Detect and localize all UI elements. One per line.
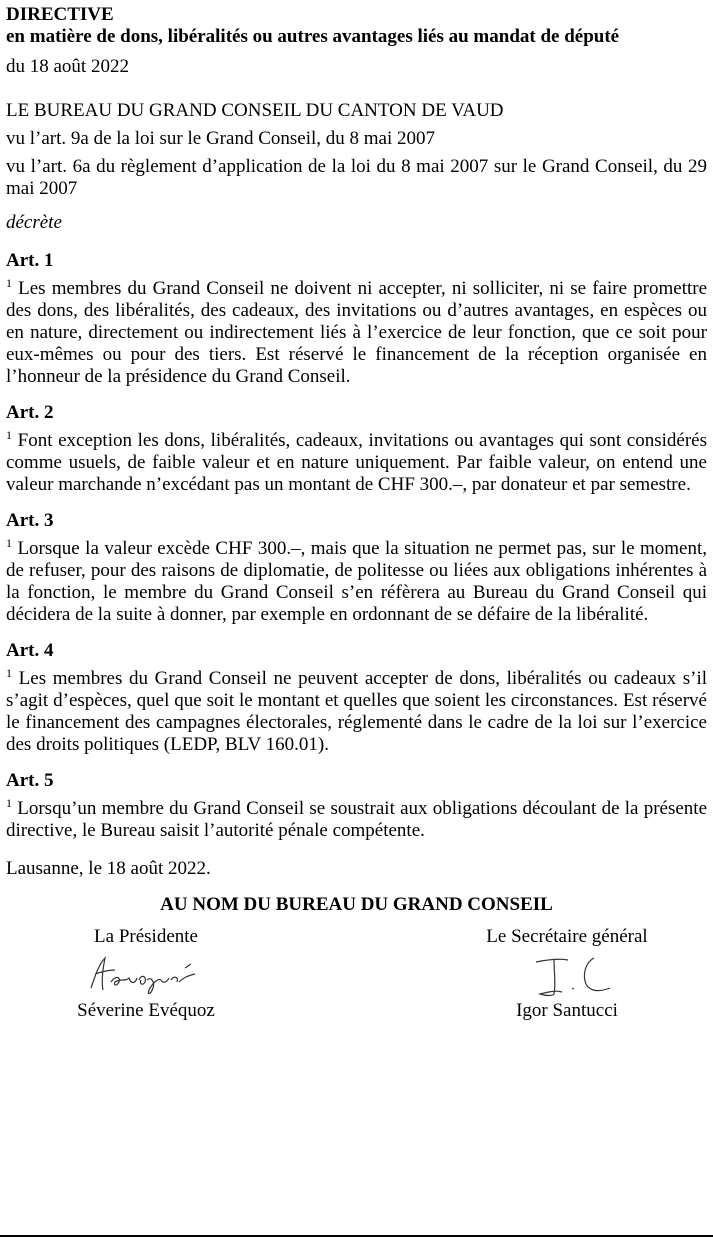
article-heading: Art. 1 <box>6 250 54 271</box>
article-heading: Art. 4 <box>6 640 54 661</box>
paragraph-number: 1 <box>6 428 12 442</box>
article-text: Lorsque la valeur excède CHF 300.–, mais que la situation ne permet pas, sur le moment, de refuser, pour des raisons de diplomatie, de politesse ou liées aux obligations inhérentes à la fonction, le membre du Grand Conseil s’en réfèrera au Bureau du Grand Conseil qui décidera de la suite à donner, par exemple en ordonnant de se défaire de la libéralité. <box>6 538 708 625</box>
article-body <box>6 798 707 842</box>
secretary-role: Le Secrétaire général <box>486 926 648 947</box>
article-body <box>6 668 707 756</box>
article-body <box>6 430 707 496</box>
president-signature <box>81 948 211 1000</box>
bottom-rule <box>0 1235 713 1237</box>
paragraph-number: 1 <box>6 276 12 290</box>
document-date: du 18 août 2022 <box>6 56 129 77</box>
article-text: Les membres du Grand Conseil ne doivent ni accepter, ni solliciter, ni se faire promettre des dons, des libéralités, des cadeaux, des invitations ou d’autres avantages, en espèces ou en nature, directement ou indirectement liés à l’exercice de leur fonction, que ce soit pour eux-mêmes ou pour des tiers. Est réservé le financement de la réception organisée en l’honneur de la présidence du Grand Conseil. <box>6 278 708 387</box>
article-body <box>6 538 707 626</box>
article-heading: Art. 3 <box>6 510 54 531</box>
signature-block <box>6 926 707 1022</box>
paragraph-number: 1 <box>6 536 12 550</box>
article-text: Lorsqu’un membre du Grand Conseil se soustrait aux obligations découlant de la présente directive, le Bureau saisit l’autorité pénale compétente. <box>6 798 707 841</box>
president-name: Séverine Evéquoz <box>77 1000 215 1021</box>
article-text: Font exception les dons, libéralités, cadeaux, invitations ou avantages qui sont considérés comme usuels, de faible valeur et en nature uniquement. Par faible valeur, on entend une valeur marchande n’excédant pas un montant de CHF 300.–, par donateur et par semestre. <box>6 430 708 495</box>
on-behalf-heading: AU NOM DU BUREAU DU GRAND CONSEIL <box>160 894 553 915</box>
paragraph-number: 1 <box>6 796 12 810</box>
decree-word: décrète <box>6 212 62 233</box>
paragraph-number: 1 <box>6 666 12 680</box>
secretary-name: Igor Santucci <box>516 1000 618 1021</box>
article-heading: Art. 5 <box>6 770 54 791</box>
place-date: Lausanne, le 18 août 2022. <box>6 858 211 879</box>
article-body <box>6 278 707 388</box>
authority: LE BUREAU DU GRAND CONSEIL DU CANTON DE VAUD <box>6 100 504 121</box>
vu-clause-2: vu l’art. 6a du règlement d’application de la loi du 8 mai 2007 sur le Grand Conseil, du 29 mai 2007 <box>6 156 707 199</box>
signature-left <box>0 926 296 1022</box>
article-text: Les membres du Grand Conseil ne peuvent accepter de dons, libéralités ou cadeaux s’il s’agit d’espèces, quel que soit le montant et quelles que soient les circonstances. Est réservé le financement des campagnes électorales, réglementé dans le cadre de la loi sur l’exercice des droits politiques (LEDP, BLV 160.01). <box>6 668 707 755</box>
document <box>6 4 707 1022</box>
article-heading: Art. 2 <box>6 402 54 423</box>
document-subtitle: en matière de dons, libéralités ou autres avantages liés au mandat de député <box>6 26 620 47</box>
vu-clause-1: vu l’art. 9a de la loi sur le Grand Conseil, du 8 mai 2007 <box>6 128 435 149</box>
president-role: La Présidente <box>94 926 198 947</box>
signature-right <box>417 926 713 1022</box>
document-title: DIRECTIVE <box>6 4 114 25</box>
secretary-signature <box>502 948 632 1000</box>
